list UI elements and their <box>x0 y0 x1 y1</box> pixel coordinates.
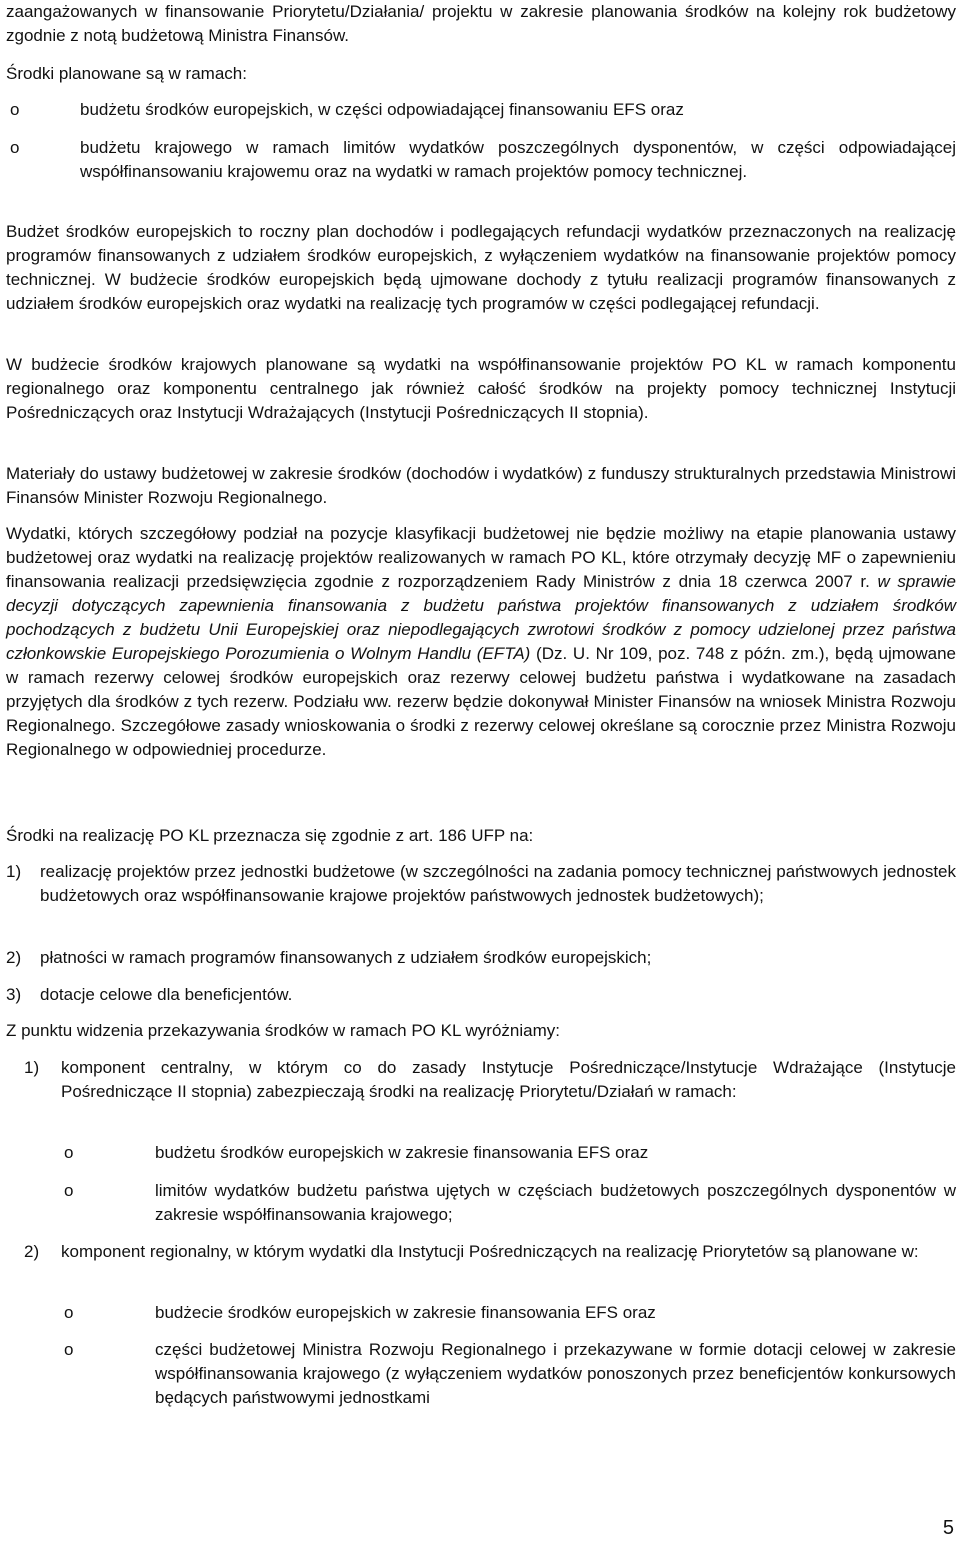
item-number: 2) <box>24 1242 40 1261</box>
regulation-title: w sprawie decyzji dotyczących zapewnienia finansowania z budżetu państwa projektów finansowanych z udziałem środków pochodzących z budżetu Unii Europejskiej oraz niepodlegających zwrotowi środków z pomocy udzielonej przez państwa członkowskie Europejskiego Porozumienia o Wolnym Handlu (EFTA) <box>6 572 956 663</box>
list-item: 1) realizację projektów przez jednostki budżetowe (w szczególności na zadania pomocy technicznej państwowych jednostek budżetowych oraz współfinansowanie krajowe projektów państwowych jednostek budżetowych); <box>6 862 956 905</box>
component-regional: 2) komponent regionalny, w którym wydatki dla Instytucji Pośredniczących na realizację Priorytetów są planowane w: <box>6 1240 956 1288</box>
list-item: o części budżetowej Ministra Rozwoju Regionalnego i przekazywane w formie dotacji celowej w zakresie współfinansowania krajowego (z wyłączeniem wydatków ponoszonych przez beneficjentów konkursowych będących państwowymi jednostkami <box>64 1340 956 1407</box>
item-number: 3) <box>6 985 22 1004</box>
bullet-marker: o <box>10 100 20 119</box>
components-lead: Z punktu widzenia przekazywania środków w ramach PO KL wyróżniamy: <box>6 1021 560 1040</box>
paragraph-materialy: Materiały do ustawy budżetowej w zakresie środków (dochodów i wydatków) z funduszy strukturalnych przedstawia Ministrowi Finansów Minister Rozwoju Regionalnego. <box>6 464 956 507</box>
item-number: 1) <box>6 862 22 881</box>
item-number: 2) <box>6 948 22 967</box>
art186-lead: Środki na realizację PO KL przeznacza się zgodnie z art. 186 UFP na: <box>6 826 534 845</box>
bullet-marker: o <box>64 1143 74 1162</box>
list-item: o budżetu krajowego w ramach limitów wydatków poszczególnych dysponentów, w części odpowiadającej współfinansowaniu krajowemu oraz na wydatki w ramach projektów pomocy technicznej. <box>10 138 956 181</box>
srodki-lead: Środki planowane są w ramach: <box>6 64 247 83</box>
bullet-marker: o <box>64 1181 74 1200</box>
intro-continuation: zaangażowanych w finansowanie Priorytetu/Działania/ projektu w zakresie planowania środków na kolejny rok budżetowy zgodnie z notą budżetową Ministra Finansów. <box>6 2 956 45</box>
list-item: o budżetu środków europejskich w zakresie finansowania EFS oraz <box>6 1141 956 1165</box>
paragraph-budzet-europejski: Budżet środków europejskich to roczny plan dochodów i podlegających refundacji wydatków przeznaczonych na realizację programów finansowanych z udziałem środków europejskich, z wyłączeniem wydatków na finansowanie projektów pomocy technicznej. W budżecie środków europejskich będą ujmowane dochody z tytułu realizacji programów finansowanych z udziałem środków europejskich oraz wydatki na realizację tych programów w części podlegającej refundacji. <box>6 222 956 313</box>
bullet-marker: o <box>64 1340 74 1359</box>
paragraph-budzet-krajowy: W budżecie środków krajowych planowane są wydatki na współfinansowanie projektów PO KL w ramach komponentu regionalnego oraz komponentu centralnego jak również całość środków na projekty pomocy technicznej Instytucji Pośredniczących oraz Instytucji Wdrażających (Instytucji Pośredniczących II stopnia). <box>6 355 956 422</box>
list-item: o budżecie środków europejskich w zakresie finansowania EFS oraz <box>6 1301 956 1325</box>
component-central: 1) komponent centralny, w którym co do zasady Instytucje Pośredniczące/Instytucje Wdrażające (Instytucje Pośredniczące II stopnia) zabezpieczają środki na realizację Priorytetu/Działań w ramach: <box>24 1058 956 1101</box>
list-item: 3) dotacje celowe dla beneficjentów. <box>6 983 956 1007</box>
list-item: 2) płatności w ramach programów finansowanych z udziałem środków europejskich; <box>6 946 956 970</box>
paragraph-wydatki: Wydatki, których szczegółowy podział na pozycje klasyfikacji budżetowej nie będzie możliwy na etapie planowania ustawy budżetowej oraz wydatki na realizację projektów realizowanych w ramach PO KL, które otrzymały decyzję MF o zapewnieniu finansowania realizacji przedsięwzięcia zgodnie z rozporządzeniem Rady Ministrów z dnia 18 czerwca 2007 r. w sprawie decyzji dotyczących zapewnienia finansowania z budżetu państwa projektów finansowanych z udziałem środków pochodzących z budżetu Unii Europejskiej oraz niepodlegających zwrotowi środków z pomocy udzielonej przez państwa członkowskie Europejskiego Porozumienia o Wolnym Handlu (EFTA) (Dz. U. Nr 109, poz. 748 z późn. zm.), będą ujmowane w ramach rezerwy celowej środków europejskich oraz rezerwy celowej budżetu państwa i wydatkowane na zasadach przyjętych dla środków z tych rezerw. Podziału ww. rezerw będzie dokonywał Minister Finansów na wniosek Ministra Rozwoju Regionalnego. Szczegółowe zasady wnioskowania o środki z rezerwy celowej określane są corocznie przez Ministra Rozwoju Regionalnego w odpowiedniej procedurze. <box>6 524 956 759</box>
bullet-marker: o <box>10 138 20 157</box>
page-number: 5 <box>942 1517 954 1539</box>
list-item: o limitów wydatków budżetu państwa ujętych w częściach budżetowych poszczególnych dysponentów w zakresie współfinansowania krajowego; <box>64 1181 956 1224</box>
list-item: o budżetu środków europejskich, w części odpowiadającej finansowaniu EFS oraz <box>6 98 956 122</box>
item-number: 1) <box>24 1058 40 1077</box>
bullet-marker: o <box>64 1303 74 1322</box>
